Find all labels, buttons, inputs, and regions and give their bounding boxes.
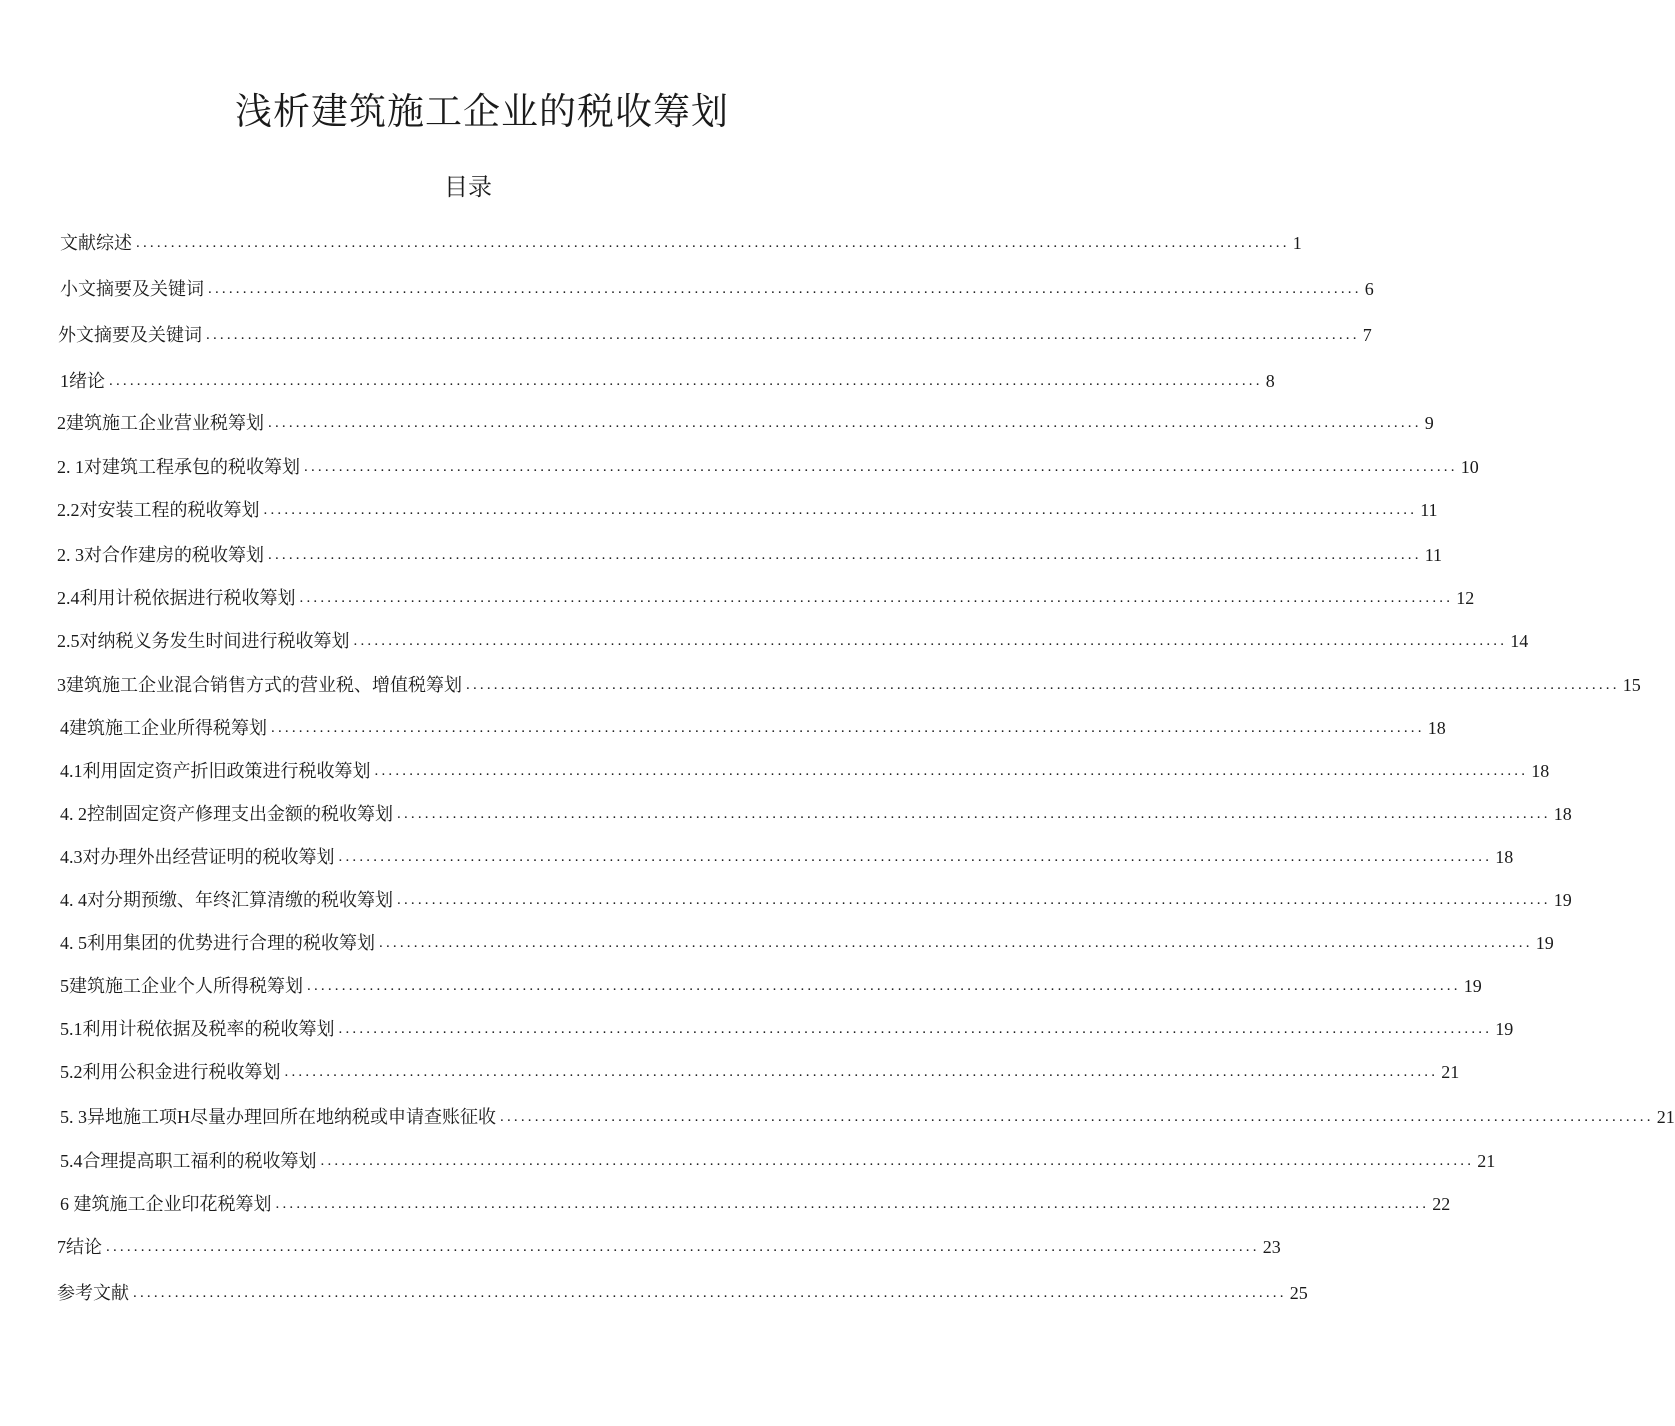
toc-entry: [60, 1146, 1496, 1172]
toc-entry: [60, 366, 1275, 392]
toc-leader-dots: ......................................................................................................................................................................: [320, 1153, 1475, 1169]
toc-entry-label: 4建筑施工企业所得税筹划: [60, 718, 267, 738]
toc-entry-page: 8: [1265, 371, 1275, 391]
toc-leader-dots: ......................................................................................................................................................................: [275, 1196, 1430, 1212]
toc-entry-page: 7: [1362, 325, 1372, 345]
toc-entry-page: 19: [1553, 890, 1572, 910]
toc-leader-dots: ......................................................................................................................................................................: [208, 281, 1362, 297]
toc-entry: [57, 408, 1434, 434]
toc-entry-label: 2.2对安装工程的税收筹划: [57, 500, 260, 520]
toc-entry: [60, 756, 1550, 782]
toc-entry: [57, 495, 1438, 521]
toc-entry-page: 18: [1553, 804, 1572, 824]
toc-leader-dots: ......................................................................................................................................................................: [374, 763, 1529, 779]
toc-entry-page: 21: [1441, 1062, 1460, 1082]
toc-entry-label: 5.4合理提高职工福利的税收筹划: [60, 1151, 317, 1171]
toc-entry-label: 4.1利用固定资产折旧政策进行税收筹划: [60, 761, 371, 781]
toc-entry-label: 4. 4对分期预缴、年终汇算清缴的税收筹划: [60, 890, 393, 910]
toc-leader-dots: ......................................................................................................................................................................: [206, 327, 1360, 343]
toc-entry: [60, 1057, 1460, 1083]
toc-entry: [60, 228, 1302, 254]
toc-entry: [57, 452, 1479, 478]
toc-entry-page: 19: [1463, 976, 1482, 996]
toc-entry-label: 7结论: [57, 1237, 102, 1257]
toc-leader-dots: ......................................................................................................................................................................: [109, 373, 1263, 389]
toc-entry-label: 5.2利用公积金进行税收筹划: [60, 1062, 281, 1082]
toc-entry-page: 19: [1535, 933, 1554, 953]
toc-leader-dots: ......................................................................................................................................................................: [307, 978, 1461, 994]
toc-entry-label: 4.3对办理外出经营证明的税收筹划: [60, 847, 335, 867]
toc-entry-label: 2.5对纳税义务发生时间进行税收筹划: [57, 631, 350, 651]
toc-entry: [57, 583, 1475, 609]
toc-entry: [60, 799, 1572, 825]
toc-entry-page: 19: [1495, 1019, 1514, 1039]
toc-leader-dots: ......................................................................................................................................................................: [500, 1109, 1654, 1125]
toc-entry: [60, 1014, 1514, 1040]
toc-entry-label: 参考文献: [57, 1283, 129, 1303]
toc-entry-page: 21: [1656, 1107, 1675, 1127]
toc-leader-dots: ......................................................................................................................................................................: [379, 935, 1533, 951]
toc-entry-label: 6 建筑施工企业印花税筹划: [60, 1194, 272, 1214]
toc-leader-dots: ......................................................................................................................................................................: [268, 547, 1422, 563]
toc-entry-page: 14: [1510, 631, 1529, 651]
toc-leader-dots: ......................................................................................................................................................................: [397, 892, 1551, 908]
document-title: 浅析建筑施工企业的税收筹划: [235, 90, 729, 133]
toc-leader-dots: ......................................................................................................................................................................: [353, 633, 1508, 649]
toc-entry: [60, 1189, 1451, 1215]
toc-entry-label: 5.1利用计税依据及税率的税收筹划: [60, 1019, 335, 1039]
toc-entry: [57, 540, 1443, 566]
toc-entry: [60, 842, 1514, 868]
toc-entry-page: 1: [1292, 233, 1302, 253]
toc-entry-page: 23: [1262, 1237, 1281, 1257]
toc-entry-label: 1绪论: [60, 371, 105, 391]
toc-entry: [60, 274, 1374, 300]
toc-leader-dots: ......................................................................................................................................................................: [299, 590, 1454, 606]
toc-entry-page: 10: [1460, 457, 1479, 477]
toc-leader-dots: ......................................................................................................................................................................: [466, 677, 1620, 693]
toc-entry-page: 12: [1456, 588, 1475, 608]
toc-entry-label: 2建筑施工企业营业税筹划: [57, 413, 264, 433]
toc-entry-label: 3建筑施工企业混合销售方式的营业税、增值税筹划: [57, 675, 462, 695]
toc-entry: [60, 928, 1554, 954]
toc-leader-dots: ......................................................................................................................................................................: [268, 415, 1422, 431]
toc-leader-dots: ......................................................................................................................................................................: [133, 1285, 1287, 1301]
toc-entry: [57, 1232, 1281, 1258]
toc-entry-label: 5建筑施工企业个人所得税筹划: [60, 976, 303, 996]
toc-entry-page: 15: [1622, 675, 1641, 695]
toc-entry: [57, 1278, 1308, 1304]
toc-entry-page: 11: [1420, 500, 1438, 520]
toc-entry-label: 2. 3对合作建房的税收筹划: [57, 545, 264, 565]
toc-entry-page: 6: [1364, 279, 1374, 299]
toc-entry-page: 18: [1427, 718, 1446, 738]
toc-entry-page: 18: [1495, 847, 1514, 867]
toc-entry: [60, 1102, 1675, 1128]
toc-leader-dots: ......................................................................................................................................................................: [136, 235, 1290, 251]
toc-leader-dots: ......................................................................................................................................................................: [271, 720, 1425, 736]
toc-entry-page: 18: [1531, 761, 1550, 781]
toc-entry-page: 21: [1477, 1151, 1496, 1171]
toc-leader-dots: ......................................................................................................................................................................: [304, 459, 1458, 475]
toc-entry-page: 9: [1424, 413, 1434, 433]
toc-entry-label: 2. 1对建筑工程承包的税收筹划: [57, 457, 300, 477]
toc-entry: [60, 713, 1446, 739]
toc-leader-dots: ......................................................................................................................................................................: [397, 806, 1551, 822]
toc-entry: [58, 320, 1372, 346]
toc-leader-dots: ......................................................................................................................................................................: [338, 1021, 1493, 1037]
toc-leader-dots: ......................................................................................................................................................................: [263, 502, 1418, 518]
toc-entry-label: 文献综述: [60, 233, 132, 253]
toc-entry: [57, 670, 1641, 696]
toc-entry: [60, 971, 1482, 997]
toc-entry-label: 小文摘要及关键词: [60, 279, 204, 299]
toc-entry: [57, 626, 1529, 652]
toc-entry-label: 4. 2控制固定资产修理支出金额的税收筹划: [60, 804, 393, 824]
toc-heading: 目录: [444, 173, 492, 201]
toc-entry-label: 2.4利用计税依据进行税收筹划: [57, 588, 296, 608]
toc-entry: [60, 885, 1572, 911]
toc-entry-page: 25: [1289, 1283, 1308, 1303]
toc-entry-page: 11: [1424, 545, 1443, 565]
toc-entry-label: 5. 3异地施工项H尽量办理回所在地纳税或申请查账征收: [60, 1107, 496, 1127]
toc-entry-label: 4. 5利用集团的优势进行合理的税收筹划: [60, 933, 375, 953]
toc-leader-dots: ......................................................................................................................................................................: [338, 849, 1493, 865]
toc-entry-page: 22: [1432, 1194, 1451, 1214]
toc-leader-dots: ......................................................................................................................................................................: [284, 1064, 1439, 1080]
toc-entry-label: 外文摘要及关键词: [58, 325, 202, 345]
toc-leader-dots: ......................................................................................................................................................................: [106, 1239, 1260, 1255]
